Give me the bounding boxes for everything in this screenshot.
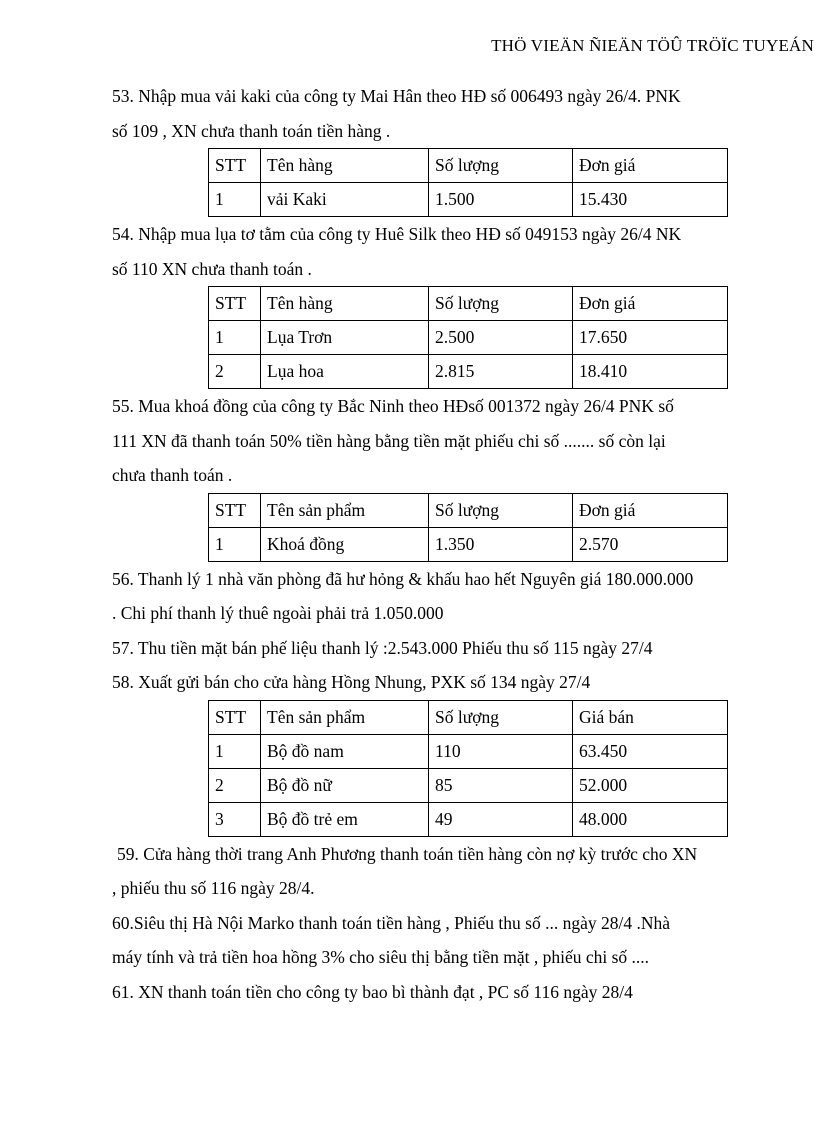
exercise-paragraph	[112, 389, 742, 493]
table-header-row	[209, 700, 728, 734]
table-header-cell: STT	[209, 287, 261, 321]
table-header-row	[209, 287, 728, 321]
table-header-cell: Tên hàng	[261, 287, 429, 321]
table-cell: 1	[209, 527, 261, 561]
table-header-cell: Giá bán	[573, 700, 728, 734]
table-cell: Khoá đồng	[261, 527, 429, 561]
table-header-cell: Đơn giá	[573, 493, 728, 527]
paragraph-line: chưa thanh toán .	[112, 465, 233, 485]
table-cell: 1	[209, 183, 261, 217]
table-cell: Lụa hoa	[261, 355, 429, 389]
table-cell: 17.650	[573, 321, 728, 355]
table-cell: 110	[429, 734, 573, 768]
table-header-row	[209, 149, 728, 183]
data-table	[208, 148, 728, 217]
table-header-cell: STT	[209, 493, 261, 527]
exercise-paragraph	[112, 79, 742, 148]
table-header-cell: STT	[209, 700, 261, 734]
paragraph-line: 111 XN đã thanh toán 50% tiền hàng bằng tiền mặt phiếu chi số ....... số còn lại	[112, 430, 666, 451]
table-header-cell: Đơn giá	[573, 149, 728, 183]
paragraph-line: 57. Thu tiền mặt bán phế liệu thanh lý :2.543.000 Phiếu thu số 115 ngày 27/4	[112, 637, 653, 658]
table-row	[209, 768, 728, 802]
table-cell: Bộ đồ nam	[261, 734, 429, 768]
exercise-paragraph	[112, 906, 742, 975]
paragraph-line: 54. Nhập mua lụa tơ tằm của công ty Huê Silk theo HĐ số 049153 ngày 26/4 NK	[112, 224, 682, 244]
table-cell: 1	[209, 321, 261, 355]
table-row	[209, 321, 728, 355]
table-row	[209, 527, 728, 561]
paragraph-line: số 110 XN chưa thanh toán .	[112, 258, 312, 279]
paragraph-line: 55. Mua khoá đồng của công ty Bắc Ninh theo HĐsố 001372 ngày 26/4 PNK số	[112, 396, 674, 416]
exercise-paragraph	[112, 975, 742, 1010]
exercise-paragraph	[112, 631, 742, 666]
table-row	[209, 183, 728, 217]
paragraph-line: 61. XN thanh toán tiền cho công ty bao bì thành đạt , PC số 116 ngày 28/4	[112, 981, 633, 1002]
exercise-paragraph	[112, 837, 742, 906]
table-cell: vải Kaki	[261, 183, 429, 217]
document-body	[112, 79, 742, 1009]
table-cell: 15.430	[573, 183, 728, 217]
paragraph-line: số 109 , XN chưa thanh toán tiền hàng .	[112, 120, 391, 141]
table-header-cell: Số lượng	[429, 149, 573, 183]
table-cell: 1	[209, 734, 261, 768]
paragraph-line: máy tính và trả tiền hoa hồng 3% cho siêu thị bằng tiền mặt , phiếu chi số ....	[112, 947, 650, 967]
paragraph-line: , phiếu thu số 116 ngày 28/4.	[112, 878, 315, 898]
paragraph-line: 60.Siêu thị Hà Nội Marko thanh toán tiền hàng , Phiếu thu số ... ngày 28/4 .Nhà	[112, 912, 670, 933]
exercise-paragraph	[112, 665, 742, 700]
table-cell: 1.350	[429, 527, 573, 561]
table-header-cell: Số lượng	[429, 700, 573, 734]
page-header: THÖ VIEÄN ÑIEÄN TÖÛ TRÖÏC TUYEÁN	[491, 36, 814, 55]
table-header-cell: Số lượng	[429, 287, 573, 321]
table-cell: 49	[429, 802, 573, 836]
table-cell: 2.500	[429, 321, 573, 355]
table-cell: 2	[209, 768, 261, 802]
table-cell: 48.000	[573, 802, 728, 836]
table-row	[209, 355, 728, 389]
table-cell: 3	[209, 802, 261, 836]
paragraph-line: 59. Cửa hàng thời trang Anh Phương thanh toán tiền hàng còn nợ kỳ trước cho XN	[117, 843, 698, 864]
table-header-row	[209, 493, 728, 527]
data-table	[208, 700, 728, 837]
exercise-paragraph	[112, 562, 742, 631]
table-row	[209, 802, 728, 836]
table-header-cell: STT	[209, 149, 261, 183]
table-cell: 2	[209, 355, 261, 389]
table-cell: 1.500	[429, 183, 573, 217]
table-header-cell: Tên sản phẩm	[261, 493, 429, 527]
exercise-paragraph	[112, 217, 742, 286]
table-cell: 85	[429, 768, 573, 802]
table-row	[209, 734, 728, 768]
paragraph-line: 56. Thanh lý 1 nhà văn phòng đã hư hỏng & khấu hao hết Nguyên giá 180.000.000	[112, 568, 694, 589]
table-cell: 52.000	[573, 768, 728, 802]
table-cell: 18.410	[573, 355, 728, 389]
table-cell: 2.570	[573, 527, 728, 561]
table-header-cell: Tên sản phẩm	[261, 700, 429, 734]
data-table	[208, 286, 728, 389]
table-cell: 63.450	[573, 734, 728, 768]
table-header-cell: Số lượng	[429, 493, 573, 527]
paragraph-line: 53. Nhập mua vải kaki của công ty Mai Hân theo HĐ số 006493 ngày 26/4. PNK	[112, 86, 681, 106]
table-cell: Bộ đồ trẻ em	[261, 802, 429, 836]
paragraph-line: 58. Xuất gửi bán cho cửa hàng Hồng Nhung, PXK số 134 ngày 27/4	[112, 672, 591, 692]
table-cell: Lụa Trơn	[261, 321, 429, 355]
table-header-cell: Tên hàng	[261, 149, 429, 183]
data-table	[208, 493, 728, 562]
table-header-cell: Đơn giá	[573, 287, 728, 321]
table-cell: 2.815	[429, 355, 573, 389]
table-cell: Bộ đồ nữ	[261, 768, 429, 802]
paragraph-line: . Chi phí thanh lý thuê ngoài phải trả 1.050.000	[112, 603, 444, 623]
